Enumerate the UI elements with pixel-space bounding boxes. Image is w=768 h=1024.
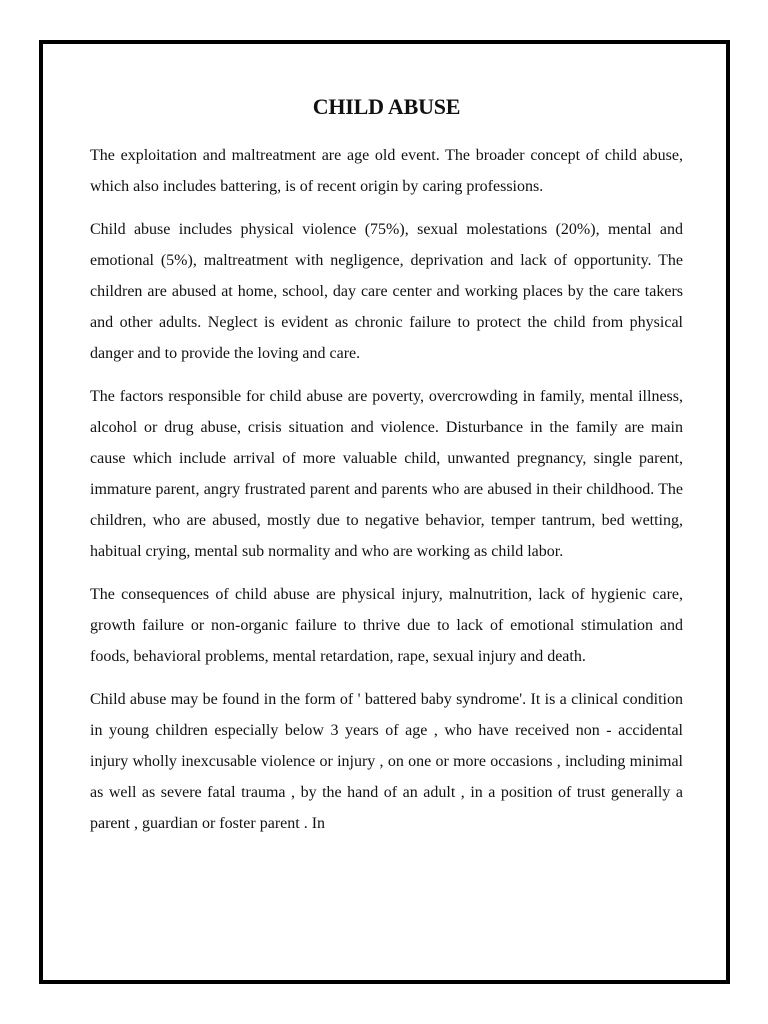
document-title: CHILD ABUSE bbox=[312, 94, 461, 119]
paragraph-types: Child abuse includes physical violence (75%), sexual molestations (20%), mental and emotional (5%), maltreatment with negligence, deprivation and lack of opportunity. The children are abused at home, school, day care center and working places by the care takers and other adults. Neglect is evident as chronic failure to protect the child from physical danger and to provide the loving and care. bbox=[90, 221, 683, 362]
paragraph-consequences: The consequences of child abuse are physical injury, malnutrition, lack of hygienic care, growth failure or non-organic failure to thrive due to lack of emotional stimulation and foods, behavioral problems, mental retardation, rape, sexual injury and death. bbox=[90, 586, 683, 665]
page-frame bbox=[39, 40, 730, 984]
document-body bbox=[90, 94, 683, 851]
paragraph-battered-baby-syndrome: Child abuse may be found in the form of ' battered baby syndrome'. It is a clinical condition in young children especially below 3 years of age , who have received non - accidental injury wholly inexcusable violence or injury , on one or more occasions , including minimal as well as severe fatal trauma , by the hand of an adult , in a position of trust generally a parent , guardian or foster parent . In bbox=[90, 691, 683, 832]
paragraph-factors: The factors responsible for child abuse are poverty, overcrowding in family, mental illness, alcohol or drug abuse, crisis situation and violence. Disturbance in the family are main cause which include arrival of more valuable child, unwanted pregnancy, single parent, immature parent, angry frustrated parent and parents who are abused in their childhood. The children, who are abused, mostly due to negative behavior, temper tantrum, bed wetting, habitual crying, mental sub normality and who are working as child labor. bbox=[90, 388, 683, 560]
paragraph-intro: The exploitation and maltreatment are age old event. The broader concept of child abuse, which also includes battering, is of recent origin by caring professions. bbox=[90, 147, 683, 195]
